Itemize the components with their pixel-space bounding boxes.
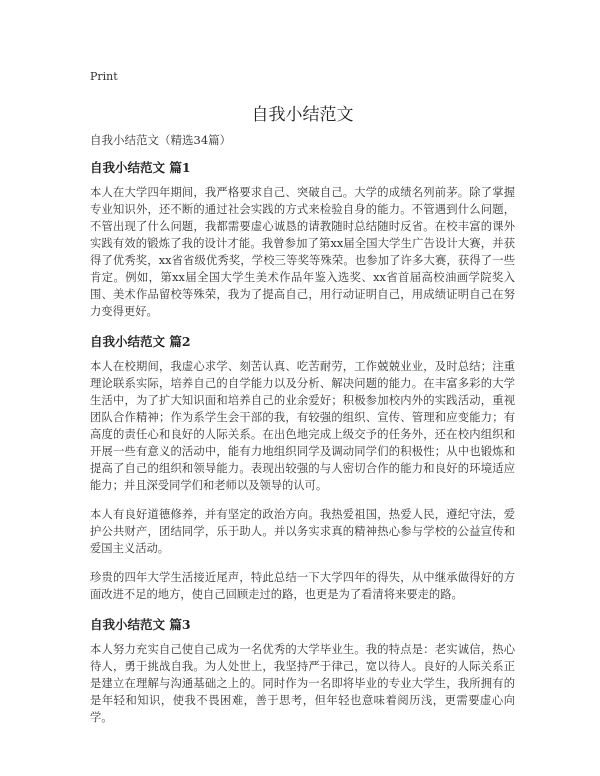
document-subtitle: 自我小结范文（精选34篇） <box>90 133 232 147</box>
paragraph: 本人在大学四年期间，我严格要求自己、突破自己。大学的成绩名列前茅。除了掌握专业知识外，还不断的通过社会实践的方式来检验自身的能力。不管遇到什么问题，不管出现了什么问题，我都需要虚心诚恳的请教随时总结随时反省。在校丰富的课外实践有效的锻炼了我的设计才能。我曾参加了第xx届全国大学生广告设计大赛，并获得了优秀奖，xx省省级优秀奖，学校三等奖等殊荣。也参加了许多大赛，获得了一些肯定。例如，第xx届全国大学生美术作品年鉴入选奖、xx省首届高校油画学院奖入围、美术作品留校等殊荣，我为了提高自己，用行动证明自己，用成绩证明自己在努力变得更好。 <box>90 186 515 318</box>
section-heading: 自我小结范文 篇2 <box>90 334 191 349</box>
section-heading: 自我小结范文 篇1 <box>90 160 191 175</box>
section-heading: 自我小结范文 篇3 <box>90 617 191 632</box>
print-label: Print <box>90 70 118 83</box>
paragraph: 珍贵的四年大学生活接近尾声，特此总结一下大学四年的得失，从中继承做得好的方面改进不足的地方，使自己回顾走过的路，也更是为了看清将来要走的路。 <box>90 571 515 601</box>
page-title: 自我小结范文 <box>251 105 354 125</box>
paragraph: 本人在校期间，我虚心求学、刻苦认真、吃苦耐劳，工作兢兢业业，及时总结；注重理论联系实际，培养自己的自学能力以及分析、解决问题的能力。在丰富多彩的大学生活中，为了扩大知识面和培养自己的业余爱好；积极参加校内外的实践活动，重视团队合作精神；作为系学生会干部的我，有较强的组织、宣传、管理和应变能力；有高度的责任心和良好的人际关系。在出色地完成上级交予的任务外，还在校内组织和开展一些有意义的活动中，能有力地组织同学及调动同学们的积极性；从中也锻炼和提高了自己的组织和领导能力。表现出较强的与人密切合作的能力和良好的环境适应能力；并且深受同学们和老师以及领导的认可。 <box>90 360 515 492</box>
section-2 <box>90 332 515 603</box>
section-1 <box>90 158 515 320</box>
paragraph: 本人有良好道德修养，并有坚定的政治方向。我热爱祖国，热爱人民，遵纪守法，爱护公共财产，团结同学，乐于助人。并以务实求真的精神热心参与学校的公益宣传和爱国主义活动。 <box>90 508 515 555</box>
document-body <box>90 158 515 738</box>
section-3 <box>90 615 515 726</box>
paragraph: 本人努力充实自己使自己成为一名优秀的大学毕业生。我的特点是：老实诚信，热心待人，勇于挑战自我。为人处世上，我坚持严于律己，宽以待人。良好的人际关系正是建立在理解与沟通基础之上的。同时作为一名即将毕业的专业大学生，我所拥有的是年轻和知识，使我不畏困难，善于思考，但年轻也意味着阅历浅，更需要虚心向学。 <box>90 643 515 724</box>
